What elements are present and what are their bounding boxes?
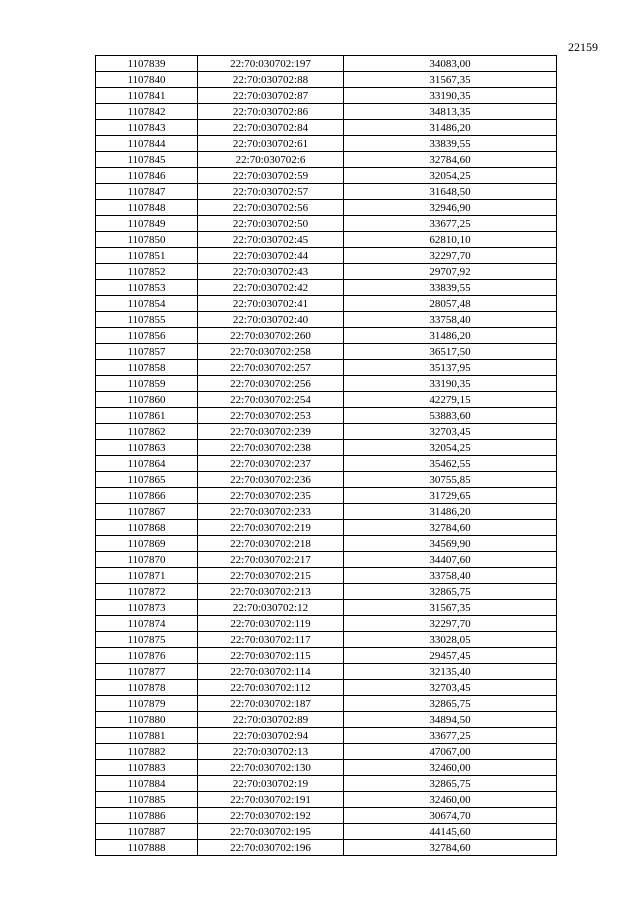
cadastral-value-cell: 32054,25 [344,168,557,184]
cadastral-value-cell: 30755,85 [344,472,557,488]
cadastral-value-cell: 34407,60 [344,552,557,568]
table-row [96,504,557,520]
table-row [96,232,557,248]
table-row [96,424,557,440]
cadastral-value-cell: 32703,45 [344,424,557,440]
cadastral-value-cell: 29707,92 [344,264,557,280]
table-row [96,184,557,200]
row-number-cell: 1107887 [96,824,198,840]
cadastral-number-cell: 22:70:030702:114 [198,664,344,680]
table-row [96,520,557,536]
cadastral-value-cell: 44145,60 [344,824,557,840]
cadastral-number-cell: 22:70:030702:40 [198,312,344,328]
table-row [96,120,557,136]
cadastral-number-cell: 22:70:030702:235 [198,488,344,504]
row-number-cell: 1107882 [96,744,198,760]
table-row [96,776,557,792]
cadastral-number-cell: 22:70:030702:254 [198,392,344,408]
cadastral-number-cell: 22:70:030702:89 [198,712,344,728]
row-number-cell: 1107883 [96,760,198,776]
row-number-cell: 1107851 [96,248,198,264]
cadastral-value-cell: 32297,70 [344,248,557,264]
table-row [96,200,557,216]
table-row [96,696,557,712]
table-row [96,616,557,632]
cadastral-number-cell: 22:70:030702:41 [198,296,344,312]
row-number-cell: 1107865 [96,472,198,488]
table-row [96,680,557,696]
row-number-cell: 1107881 [96,728,198,744]
cadastral-number-cell: 22:70:030702:117 [198,632,344,648]
row-number-cell: 1107852 [96,264,198,280]
cadastral-number-cell: 22:70:030702:119 [198,616,344,632]
table-row [96,376,557,392]
table-row [96,216,557,232]
cadastral-value-cell: 34083,00 [344,56,557,72]
table-row [96,392,557,408]
cadastral-value-cell: 35462,55 [344,456,557,472]
cadastral-value-cell: 42279,15 [344,392,557,408]
cadastral-value-cell: 32784,60 [344,152,557,168]
row-number-cell: 1107864 [96,456,198,472]
cadastral-value-cell: 31567,35 [344,72,557,88]
table-row [96,440,557,456]
table-row [96,312,557,328]
row-number-cell: 1107878 [96,680,198,696]
cadastral-number-cell: 22:70:030702:237 [198,456,344,472]
table-row [96,664,557,680]
row-number-cell: 1107854 [96,296,198,312]
row-number-cell: 1107861 [96,408,198,424]
cadastral-number-cell: 22:70:030702:6 [198,152,344,168]
table-row [96,568,557,584]
table-row [96,840,557,856]
row-number-cell: 1107880 [96,712,198,728]
row-number-cell: 1107874 [96,616,198,632]
cadastral-number-cell: 22:70:030702:61 [198,136,344,152]
cadastral-value-cell: 33758,40 [344,312,557,328]
cadastral-number-cell: 22:70:030702:236 [198,472,344,488]
cadastral-value-cell: 31486,20 [344,504,557,520]
row-number-cell: 1107870 [96,552,198,568]
table-row [96,344,557,360]
table-row [96,296,557,312]
cadastral-value-cell: 34894,50 [344,712,557,728]
cadastral-number-cell: 22:70:030702:191 [198,792,344,808]
cadastral-number-cell: 22:70:030702:59 [198,168,344,184]
cadastral-value-cell: 35137,95 [344,360,557,376]
cadastral-number-cell: 22:70:030702:256 [198,376,344,392]
cadastral-number-cell: 22:70:030702:94 [198,728,344,744]
table-row [96,104,557,120]
cadastral-number-cell: 22:70:030702:12 [198,600,344,616]
cadastral-number-cell: 22:70:030702:42 [198,280,344,296]
cadastral-value-cell: 33190,35 [344,376,557,392]
table-row [96,808,557,824]
cadastral-number-cell: 22:70:030702:219 [198,520,344,536]
row-number-cell: 1107858 [96,360,198,376]
row-number-cell: 1107853 [96,280,198,296]
cadastral-value-cell: 31567,35 [344,600,557,616]
cadastral-value-cell: 28057,48 [344,296,557,312]
table-row [96,744,557,760]
cadastral-value-cell: 32784,60 [344,840,557,856]
row-number-cell: 1107888 [96,840,198,856]
cadastral-value-table [95,55,557,856]
cadastral-number-cell: 22:70:030702:43 [198,264,344,280]
cadastral-number-cell: 22:70:030702:56 [198,200,344,216]
row-number-cell: 1107845 [96,152,198,168]
cadastral-number-cell: 22:70:030702:260 [198,328,344,344]
cadastral-number-cell: 22:70:030702:218 [198,536,344,552]
table-row [96,88,557,104]
row-number-cell: 1107869 [96,536,198,552]
row-number-cell: 1107839 [96,56,198,72]
cadastral-value-cell: 32054,25 [344,440,557,456]
page-number: 22159 [568,40,598,54]
cadastral-number-cell: 22:70:030702:112 [198,680,344,696]
row-number-cell: 1107859 [96,376,198,392]
row-number-cell: 1107857 [96,344,198,360]
table-row [96,408,557,424]
cadastral-value-cell: 33758,40 [344,568,557,584]
row-number-cell: 1107886 [96,808,198,824]
cadastral-value-cell: 32135,40 [344,664,557,680]
table-row [96,456,557,472]
cadastral-value-cell: 33839,55 [344,136,557,152]
table-row [96,328,557,344]
cadastral-number-cell: 22:70:030702:50 [198,216,344,232]
row-number-cell: 1107873 [96,600,198,616]
row-number-cell: 1107871 [96,568,198,584]
cadastral-number-cell: 22:70:030702:44 [198,248,344,264]
table-row [96,552,557,568]
cadastral-number-cell: 22:70:030702:115 [198,648,344,664]
table-body [96,56,557,856]
row-number-cell: 1107846 [96,168,198,184]
row-number-cell: 1107843 [96,120,198,136]
cadastral-value-cell: 33190,35 [344,88,557,104]
row-number-cell: 1107840 [96,72,198,88]
cadastral-number-cell: 22:70:030702:213 [198,584,344,600]
table-row [96,600,557,616]
cadastral-number-cell: 22:70:030702:187 [198,696,344,712]
cadastral-value-cell: 33677,25 [344,728,557,744]
cadastral-value-cell: 47067,00 [344,744,557,760]
cadastral-number-cell: 22:70:030702:87 [198,88,344,104]
table-row [96,264,557,280]
row-number-cell: 1107877 [96,664,198,680]
cadastral-number-cell: 22:70:030702:253 [198,408,344,424]
table-row [96,472,557,488]
cadastral-number-cell: 22:70:030702:195 [198,824,344,840]
cadastral-value-cell: 53883,60 [344,408,557,424]
table-row [96,136,557,152]
row-number-cell: 1107872 [96,584,198,600]
cadastral-value-cell: 62810,10 [344,232,557,248]
cadastral-number-cell: 22:70:030702:88 [198,72,344,88]
cadastral-number-cell: 22:70:030702:57 [198,184,344,200]
table-row [96,152,557,168]
cadastral-value-cell: 31648,50 [344,184,557,200]
row-number-cell: 1107844 [96,136,198,152]
cadastral-value-cell: 33839,55 [344,280,557,296]
cadastral-number-cell: 22:70:030702:84 [198,120,344,136]
cadastral-value-cell: 32703,45 [344,680,557,696]
cadastral-number-cell: 22:70:030702:19 [198,776,344,792]
cadastral-value-cell: 33677,25 [344,216,557,232]
row-number-cell: 1107879 [96,696,198,712]
table-row [96,72,557,88]
cadastral-value-cell: 32865,75 [344,696,557,712]
cadastral-value-cell: 32460,00 [344,792,557,808]
table-row [96,360,557,376]
table-row [96,712,557,728]
row-number-cell: 1107862 [96,424,198,440]
row-number-cell: 1107850 [96,232,198,248]
row-number-cell: 1107849 [96,216,198,232]
cadastral-value-cell: 32297,70 [344,616,557,632]
cadastral-value-cell: 29457,45 [344,648,557,664]
row-number-cell: 1107876 [96,648,198,664]
table-row [96,168,557,184]
cadastral-value-cell: 32784,60 [344,520,557,536]
table-row [96,632,557,648]
table-row [96,488,557,504]
cadastral-number-cell: 22:70:030702:196 [198,840,344,856]
cadastral-value-cell: 30674,70 [344,808,557,824]
cadastral-number-cell: 22:70:030702:192 [198,808,344,824]
cadastral-number-cell: 22:70:030702:257 [198,360,344,376]
cadastral-number-cell: 22:70:030702:239 [198,424,344,440]
table-row [96,280,557,296]
table-row [96,760,557,776]
cadastral-value-cell: 34813,35 [344,104,557,120]
cadastral-value-cell: 31486,20 [344,120,557,136]
table-row [96,728,557,744]
cadastral-value-cell: 31486,20 [344,328,557,344]
row-number-cell: 1107867 [96,504,198,520]
cadastral-number-cell: 22:70:030702:215 [198,568,344,584]
cadastral-number-cell: 22:70:030702:197 [198,56,344,72]
cadastral-value-cell: 32865,75 [344,584,557,600]
row-number-cell: 1107875 [96,632,198,648]
row-number-cell: 1107866 [96,488,198,504]
table-row [96,584,557,600]
row-number-cell: 1107842 [96,104,198,120]
cadastral-number-cell: 22:70:030702:217 [198,552,344,568]
cadastral-number-cell: 22:70:030702:233 [198,504,344,520]
cadastral-value-cell: 34569,90 [344,536,557,552]
table-row [96,536,557,552]
cadastral-number-cell: 22:70:030702:130 [198,760,344,776]
table-row [96,824,557,840]
cadastral-value-cell: 36517,50 [344,344,557,360]
row-number-cell: 1107863 [96,440,198,456]
row-number-cell: 1107860 [96,392,198,408]
row-number-cell: 1107856 [96,328,198,344]
cadastral-number-cell: 22:70:030702:13 [198,744,344,760]
cadastral-value-cell: 33028,05 [344,632,557,648]
row-number-cell: 1107855 [96,312,198,328]
cadastral-number-cell: 22:70:030702:45 [198,232,344,248]
table-row [96,792,557,808]
table-row [96,648,557,664]
table-row [96,248,557,264]
cadastral-number-cell: 22:70:030702:258 [198,344,344,360]
row-number-cell: 1107868 [96,520,198,536]
cadastral-number-cell: 22:70:030702:86 [198,104,344,120]
row-number-cell: 1107884 [96,776,198,792]
row-number-cell: 1107847 [96,184,198,200]
cadastral-number-cell: 22:70:030702:238 [198,440,344,456]
row-number-cell: 1107841 [96,88,198,104]
cadastral-value-cell: 32460,00 [344,760,557,776]
table-row [96,56,557,72]
cadastral-value-cell: 32946,90 [344,200,557,216]
cadastral-value-cell: 32865,75 [344,776,557,792]
row-number-cell: 1107885 [96,792,198,808]
row-number-cell: 1107848 [96,200,198,216]
cadastral-value-cell: 31729,65 [344,488,557,504]
